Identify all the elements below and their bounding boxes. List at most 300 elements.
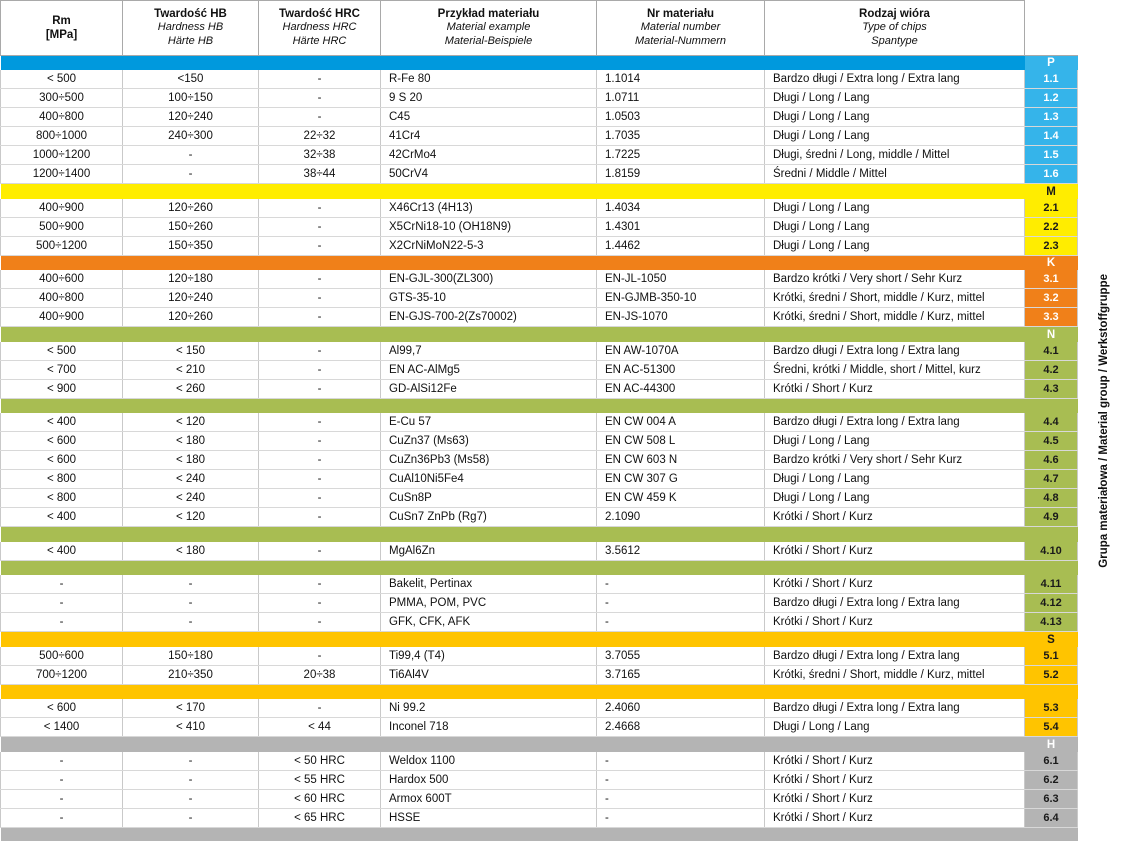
cell-rm: < 500 — [1, 70, 123, 89]
table-row — [1, 217, 1078, 236]
cell-material-number: EN CW 603 N — [597, 451, 765, 470]
table-row — [1, 127, 1078, 146]
cell-group-code: 5.3 — [1025, 699, 1078, 718]
cell-material-number: 1.7035 — [597, 127, 765, 146]
cell-chip-type: Długi / Long / Lang — [765, 127, 1025, 146]
group-band-fill — [1, 327, 1025, 342]
cell-group-code: 4.8 — [1025, 489, 1078, 508]
cell-hardness-hb: < 240 — [123, 470, 259, 489]
header-rm — [1, 1, 123, 56]
cell-chip-type: Bardzo długi / Extra long / Extra lang — [765, 699, 1025, 718]
cell-rm: 400÷900 — [1, 308, 123, 327]
cell-chip-type: Krótki / Short / Kurz — [765, 789, 1025, 808]
table-row — [1, 789, 1078, 808]
cell-material-number: 1.0711 — [597, 89, 765, 108]
table-row — [1, 613, 1078, 632]
table-row — [1, 647, 1078, 666]
cell-rm: - — [1, 789, 123, 808]
cell-material-number: 2.1090 — [597, 508, 765, 527]
cell-hardness-hrc: - — [259, 217, 381, 236]
cell-hardness-hrc: < 44 — [259, 718, 381, 737]
cell-rm: 400÷900 — [1, 199, 123, 218]
header-example-pl: Przykład materiału — [437, 8, 540, 20]
cell-material-number: 3.7055 — [597, 647, 765, 666]
cell-material-example: X46Cr13 (4H13) — [381, 199, 597, 218]
header-example-en: Material example — [446, 21, 531, 34]
cell-material-example: X2CrNiMoN22-5-3 — [381, 236, 597, 255]
cell-group-code: 5.2 — [1025, 665, 1078, 684]
cell-material-number: 3.7165 — [597, 665, 765, 684]
header-hb-de: Härte HB — [167, 35, 214, 48]
cell-hardness-hb: - — [123, 594, 259, 613]
cell-hardness-hb: < 240 — [123, 489, 259, 508]
cell-chip-type: Krótki, średni / Short, middle / Kurz, mittel — [765, 665, 1025, 684]
cell-material-example: 41Cr4 — [381, 127, 597, 146]
header-chips-de: Spantype — [871, 35, 918, 48]
cell-rm: 500÷900 — [1, 217, 123, 236]
cell-chip-type: Krótki, średni / Short, middle / Kurz, mittel — [765, 289, 1025, 308]
cell-hardness-hrc: 20÷38 — [259, 665, 381, 684]
cell-material-number: - — [597, 575, 765, 594]
cell-hardness-hb: - — [123, 146, 259, 165]
cell-hardness-hb: 120÷240 — [123, 289, 259, 308]
cell-hardness-hb: < 260 — [123, 379, 259, 398]
cell-material-number: - — [597, 770, 765, 789]
cell-material-example: CuAl10Ni5Fe4 — [381, 470, 597, 489]
cell-material-example: EN-GJL-300(ZL300) — [381, 270, 597, 289]
cell-group-code: 1.3 — [1025, 108, 1078, 127]
cell-chip-type: Długi / Long / Lang — [765, 108, 1025, 127]
cell-chip-type: Krótki, średni / Short, middle / Kurz, mittel — [765, 308, 1025, 327]
header-number-pl: Nr materiału — [646, 8, 715, 20]
cell-material-example: C45 — [381, 108, 597, 127]
cell-rm: < 800 — [1, 470, 123, 489]
group-letter: M — [1025, 184, 1078, 199]
group-band-fill — [1, 560, 1025, 575]
group-spacer-N — [1, 527, 1078, 542]
cell-material-number: EN-GJMB-350-10 — [597, 289, 765, 308]
cell-group-code: 4.2 — [1025, 360, 1078, 379]
table-row — [1, 508, 1078, 527]
cell-hardness-hrc: - — [259, 470, 381, 489]
header-material-example — [381, 1, 597, 56]
group-letter-spacer — [1025, 827, 1078, 841]
cell-chip-type: Długi / Long / Lang — [765, 236, 1025, 255]
cell-chip-type: Krótki / Short / Kurz — [765, 770, 1025, 789]
table-body — [1, 55, 1078, 841]
cell-material-number: 1.7225 — [597, 146, 765, 165]
cell-material-example: EN AC-AlMg5 — [381, 360, 597, 379]
cell-material-number: 1.0503 — [597, 108, 765, 127]
cell-rm: - — [1, 752, 123, 771]
cell-rm: 300÷500 — [1, 89, 123, 108]
cell-rm: < 400 — [1, 413, 123, 432]
cell-group-code: 4.4 — [1025, 413, 1078, 432]
cell-hardness-hrc: - — [259, 308, 381, 327]
cell-material-example: 42CrMo4 — [381, 146, 597, 165]
table-row — [1, 379, 1078, 398]
cell-chip-type: Bardzo długi / Extra long / Extra lang — [765, 413, 1025, 432]
cell-hardness-hrc: - — [259, 360, 381, 379]
cell-group-code: 4.11 — [1025, 575, 1078, 594]
header-group-code — [1025, 1, 1078, 56]
header-rm-unit: [MPa] — [45, 28, 78, 41]
cell-hardness-hb: < 150 — [123, 342, 259, 361]
cell-material-example: MgAl6Zn — [381, 542, 597, 561]
cell-group-code: 3.2 — [1025, 289, 1078, 308]
cell-group-code: 2.2 — [1025, 217, 1078, 236]
cell-chip-type: Długi, średni / Long, middle / Mittel — [765, 146, 1025, 165]
header-hardness-hrc — [259, 1, 381, 56]
table-row — [1, 70, 1078, 89]
cell-rm: < 600 — [1, 451, 123, 470]
group-band-M — [1, 184, 1078, 199]
cell-group-code: 2.1 — [1025, 199, 1078, 218]
cell-material-number: 1.4301 — [597, 217, 765, 236]
cell-group-code: 1.4 — [1025, 127, 1078, 146]
group-band-fill — [1, 184, 1025, 199]
group-letter-spacer — [1025, 684, 1078, 699]
cell-chip-type: Długi / Long / Lang — [765, 489, 1025, 508]
cell-hardness-hrc: - — [259, 489, 381, 508]
cell-hardness-hb: 150÷180 — [123, 647, 259, 666]
cell-hardness-hrc: < 60 HRC — [259, 789, 381, 808]
cell-hardness-hb: 150÷350 — [123, 236, 259, 255]
group-spacer-N — [1, 398, 1078, 413]
cell-material-example: Ti99,4 (T4) — [381, 647, 597, 666]
cell-hardness-hrc: - — [259, 236, 381, 255]
cell-hardness-hrc: - — [259, 89, 381, 108]
cell-hardness-hb: < 180 — [123, 542, 259, 561]
cell-material-number: EN-JS-1070 — [597, 308, 765, 327]
cell-rm: 400÷800 — [1, 108, 123, 127]
cell-material-example: Hardox 500 — [381, 770, 597, 789]
table-row — [1, 542, 1078, 561]
group-letter: N — [1025, 327, 1078, 342]
header-number-en: Material number — [640, 21, 721, 34]
table-row — [1, 108, 1078, 127]
cell-group-code: 4.5 — [1025, 432, 1078, 451]
cell-group-code: 6.4 — [1025, 808, 1078, 827]
cell-hardness-hrc: 32÷38 — [259, 146, 381, 165]
table-row — [1, 752, 1078, 771]
cell-group-code: 4.13 — [1025, 613, 1078, 632]
cell-chip-type: Krótki / Short / Kurz — [765, 542, 1025, 561]
cell-hardness-hb: < 180 — [123, 451, 259, 470]
table-row — [1, 808, 1078, 827]
table-row — [1, 575, 1078, 594]
group-spacer-H — [1, 827, 1078, 841]
header-example-de: Material-Beispiele — [444, 35, 533, 48]
table-row — [1, 432, 1078, 451]
cell-material-example: EN-GJS-700-2(Zs70002) — [381, 308, 597, 327]
cell-material-example: GFK, CFK, AFK — [381, 613, 597, 632]
cell-hardness-hb: 210÷350 — [123, 665, 259, 684]
cell-group-code: 4.9 — [1025, 508, 1078, 527]
header-hrc-pl: Twardość HRC — [279, 8, 360, 20]
cell-material-example: HSSE — [381, 808, 597, 827]
cell-hardness-hb: - — [123, 770, 259, 789]
group-letter: P — [1025, 55, 1078, 70]
group-band-fill — [1, 632, 1025, 647]
table-row — [1, 360, 1078, 379]
cell-hardness-hb: 240÷300 — [123, 127, 259, 146]
table-row — [1, 342, 1078, 361]
cell-chip-type: Krótki / Short / Kurz — [765, 613, 1025, 632]
cell-hardness-hrc: - — [259, 542, 381, 561]
table-row — [1, 665, 1078, 684]
cell-hardness-hrc: - — [259, 508, 381, 527]
cell-hardness-hrc: 38÷44 — [259, 165, 381, 184]
cell-material-number: EN AW-1070A — [597, 342, 765, 361]
table-row — [1, 199, 1078, 218]
cell-material-example: 9 S 20 — [381, 89, 597, 108]
group-band-N — [1, 327, 1078, 342]
cell-hardness-hrc: - — [259, 613, 381, 632]
cell-hardness-hb: < 410 — [123, 718, 259, 737]
cell-hardness-hb: - — [123, 752, 259, 771]
cell-group-code: 3.1 — [1025, 270, 1078, 289]
cell-material-example: R-Fe 80 — [381, 70, 597, 89]
cell-hardness-hb: < 210 — [123, 360, 259, 379]
header-chips-pl: Rodzaj wióra — [859, 8, 930, 20]
cell-hardness-hrc: - — [259, 575, 381, 594]
cell-material-number: - — [597, 789, 765, 808]
cell-rm: < 600 — [1, 432, 123, 451]
table-row — [1, 413, 1078, 432]
cell-material-number: 2.4060 — [597, 699, 765, 718]
cell-group-code: 6.1 — [1025, 752, 1078, 771]
cell-rm: - — [1, 770, 123, 789]
cell-material-example: Ti6Al4V — [381, 665, 597, 684]
cell-rm: < 800 — [1, 489, 123, 508]
group-spacer-N — [1, 560, 1078, 575]
cell-rm: < 900 — [1, 379, 123, 398]
table-row — [1, 770, 1078, 789]
cell-group-code: 5.1 — [1025, 647, 1078, 666]
cell-hardness-hrc: - — [259, 342, 381, 361]
cell-material-example: X5CrNi18-10 (OH18N9) — [381, 217, 597, 236]
cell-hardness-hb: < 180 — [123, 432, 259, 451]
cell-material-number: 2.4668 — [597, 718, 765, 737]
cell-rm: 500÷1200 — [1, 236, 123, 255]
cell-group-code: 2.3 — [1025, 236, 1078, 255]
cell-material-number: 1.8159 — [597, 165, 765, 184]
group-band-fill — [1, 255, 1025, 270]
cell-hardness-hrc: - — [259, 199, 381, 218]
cell-hardness-hb: < 170 — [123, 699, 259, 718]
group-band-fill — [1, 737, 1025, 752]
cell-hardness-hb: - — [123, 789, 259, 808]
cell-material-number: 1.1014 — [597, 70, 765, 89]
cell-material-example: CuZn36Pb3 (Ms58) — [381, 451, 597, 470]
cell-material-example: Al99,7 — [381, 342, 597, 361]
cell-chip-type: Długi / Long / Lang — [765, 718, 1025, 737]
cell-rm: < 700 — [1, 360, 123, 379]
cell-material-example: 50CrV4 — [381, 165, 597, 184]
cell-hardness-hb: < 120 — [123, 508, 259, 527]
cell-material-example: CuSn8P — [381, 489, 597, 508]
cell-group-code: 5.4 — [1025, 718, 1078, 737]
cell-chip-type: Średni, krótki / Middle, short / Mittel, kurz — [765, 360, 1025, 379]
cell-chip-type: Krótki / Short / Kurz — [765, 808, 1025, 827]
cell-hardness-hb: 120÷260 — [123, 308, 259, 327]
table-row — [1, 165, 1078, 184]
group-band-fill — [1, 684, 1025, 699]
cell-rm: 800÷1000 — [1, 127, 123, 146]
cell-material-number: 1.4462 — [597, 236, 765, 255]
table-row — [1, 489, 1078, 508]
cell-material-example: CuSn7 ZnPb (Rg7) — [381, 508, 597, 527]
group-letter-spacer — [1025, 398, 1078, 413]
cell-rm: < 400 — [1, 508, 123, 527]
cell-group-code: 4.10 — [1025, 542, 1078, 561]
cell-group-code: 4.1 — [1025, 342, 1078, 361]
table-row — [1, 451, 1078, 470]
cell-hardness-hb: <150 — [123, 70, 259, 89]
cell-chip-type: Krótki / Short / Kurz — [765, 508, 1025, 527]
cell-chip-type: Krótki / Short / Kurz — [765, 575, 1025, 594]
header-hardness-hb — [123, 1, 259, 56]
cell-hardness-hb: 100÷150 — [123, 89, 259, 108]
cell-chip-type: Średni / Middle / Mittel — [765, 165, 1025, 184]
cell-material-number: - — [597, 808, 765, 827]
cell-hardness-hrc: < 50 HRC — [259, 752, 381, 771]
cell-chip-type: Krótki / Short / Kurz — [765, 752, 1025, 771]
cell-hardness-hb: - — [123, 575, 259, 594]
cell-material-example: Ni 99.2 — [381, 699, 597, 718]
cell-material-example: GTS-35-10 — [381, 289, 597, 308]
cell-group-code: 4.7 — [1025, 470, 1078, 489]
cell-rm: < 400 — [1, 542, 123, 561]
header-rm-pl: Rm — [52, 14, 71, 27]
table-row — [1, 270, 1078, 289]
cell-material-example: Bakelit, Pertinax — [381, 575, 597, 594]
cell-rm: - — [1, 575, 123, 594]
cell-rm: - — [1, 613, 123, 632]
cell-chip-type: Bardzo krótki / Very short / Sehr Kurz — [765, 270, 1025, 289]
cell-group-code: 6.3 — [1025, 789, 1078, 808]
cell-chip-type: Długi / Long / Lang — [765, 217, 1025, 236]
header-material-number — [597, 1, 765, 56]
group-letter-spacer — [1025, 527, 1078, 542]
cell-chip-type: Długi / Long / Lang — [765, 199, 1025, 218]
cell-hardness-hrc: - — [259, 647, 381, 666]
cell-hardness-hb: 120÷260 — [123, 199, 259, 218]
cell-chip-type: Bardzo długi / Extra long / Extra lang — [765, 342, 1025, 361]
cell-group-code: 4.6 — [1025, 451, 1078, 470]
cell-hardness-hb: < 120 — [123, 413, 259, 432]
cell-rm: 1200÷1400 — [1, 165, 123, 184]
cell-hardness-hrc: 22÷32 — [259, 127, 381, 146]
header-hb-en: Hardness HB — [157, 21, 224, 34]
cell-chip-type: Długi / Long / Lang — [765, 470, 1025, 489]
cell-chip-type: Bardzo krótki / Very short / Sehr Kurz — [765, 451, 1025, 470]
cell-hardness-hb: 150÷260 — [123, 217, 259, 236]
cell-hardness-hrc: - — [259, 699, 381, 718]
cell-material-number: 3.5612 — [597, 542, 765, 561]
cell-group-code: 4.3 — [1025, 379, 1078, 398]
cell-material-example: E-Cu 57 — [381, 413, 597, 432]
cell-hardness-hb: - — [123, 165, 259, 184]
group-band-S — [1, 632, 1078, 647]
cell-material-number: EN CW 004 A — [597, 413, 765, 432]
cell-hardness-hrc: < 65 HRC — [259, 808, 381, 827]
group-band-fill — [1, 827, 1025, 841]
group-band-H — [1, 737, 1078, 752]
group-band-fill — [1, 527, 1025, 542]
header-chip-type — [765, 1, 1025, 56]
cell-hardness-hrc: - — [259, 270, 381, 289]
group-band-fill — [1, 55, 1025, 70]
group-letter: S — [1025, 632, 1078, 647]
cell-group-code: 1.1 — [1025, 70, 1078, 89]
cell-material-number: EN AC-51300 — [597, 360, 765, 379]
cell-chip-type: Krótki / Short / Kurz — [765, 379, 1025, 398]
cell-rm: 1000÷1200 — [1, 146, 123, 165]
cell-group-code: 1.2 — [1025, 89, 1078, 108]
cell-hardness-hrc: - — [259, 594, 381, 613]
group-band-K — [1, 255, 1078, 270]
cell-rm: - — [1, 808, 123, 827]
table-row — [1, 146, 1078, 165]
table-row — [1, 236, 1078, 255]
cell-material-example: Weldox 1100 — [381, 752, 597, 771]
cell-rm: 700÷1200 — [1, 665, 123, 684]
cell-material-example: PMMA, POM, PVC — [381, 594, 597, 613]
table-row — [1, 470, 1078, 489]
table-row — [1, 289, 1078, 308]
cell-material-number: EN-JL-1050 — [597, 270, 765, 289]
cell-chip-type: Bardzo długi / Extra long / Extra lang — [765, 594, 1025, 613]
cell-material-number: - — [597, 613, 765, 632]
cell-group-code: 3.3 — [1025, 308, 1078, 327]
cell-hardness-hrc: - — [259, 451, 381, 470]
group-band-P — [1, 55, 1078, 70]
cell-hardness-hb: 120÷240 — [123, 108, 259, 127]
cell-rm: < 1400 — [1, 718, 123, 737]
cell-material-number: - — [597, 594, 765, 613]
cell-rm: < 600 — [1, 699, 123, 718]
cell-material-number: - — [597, 752, 765, 771]
cell-chip-type: Bardzo długi / Extra long / Extra lang — [765, 70, 1025, 89]
cell-material-number: EN CW 307 G — [597, 470, 765, 489]
side-label-text: Grupa materiałowa / Material group / Werkstoffgruppe — [1098, 273, 1110, 568]
group-band-fill — [1, 398, 1025, 413]
cell-hardness-hb: - — [123, 613, 259, 632]
cell-chip-type: Długi / Long / Lang — [765, 89, 1025, 108]
group-letter: H — [1025, 737, 1078, 752]
group-spacer-S — [1, 684, 1078, 699]
cell-hardness-hrc: < 55 HRC — [259, 770, 381, 789]
table-row — [1, 718, 1078, 737]
cell-material-number: EN CW 459 K — [597, 489, 765, 508]
cell-chip-type: Bardzo długi / Extra long / Extra lang — [765, 647, 1025, 666]
header-chips-en: Type of chips — [862, 21, 927, 34]
table-row — [1, 89, 1078, 108]
cell-material-number: EN CW 508 L — [597, 432, 765, 451]
cell-material-example: GD-AlSi12Fe — [381, 379, 597, 398]
cell-material-example: Armox 600T — [381, 789, 597, 808]
cell-chip-type: Długi / Long / Lang — [765, 432, 1025, 451]
cell-hardness-hrc: - — [259, 108, 381, 127]
cell-hardness-hrc: - — [259, 70, 381, 89]
cell-material-number: EN AC-44300 — [597, 379, 765, 398]
cell-material-example: CuZn37 (Ms63) — [381, 432, 597, 451]
table-header — [1, 1, 1078, 56]
group-letter: K — [1025, 255, 1078, 270]
cell-hardness-hrc: - — [259, 432, 381, 451]
